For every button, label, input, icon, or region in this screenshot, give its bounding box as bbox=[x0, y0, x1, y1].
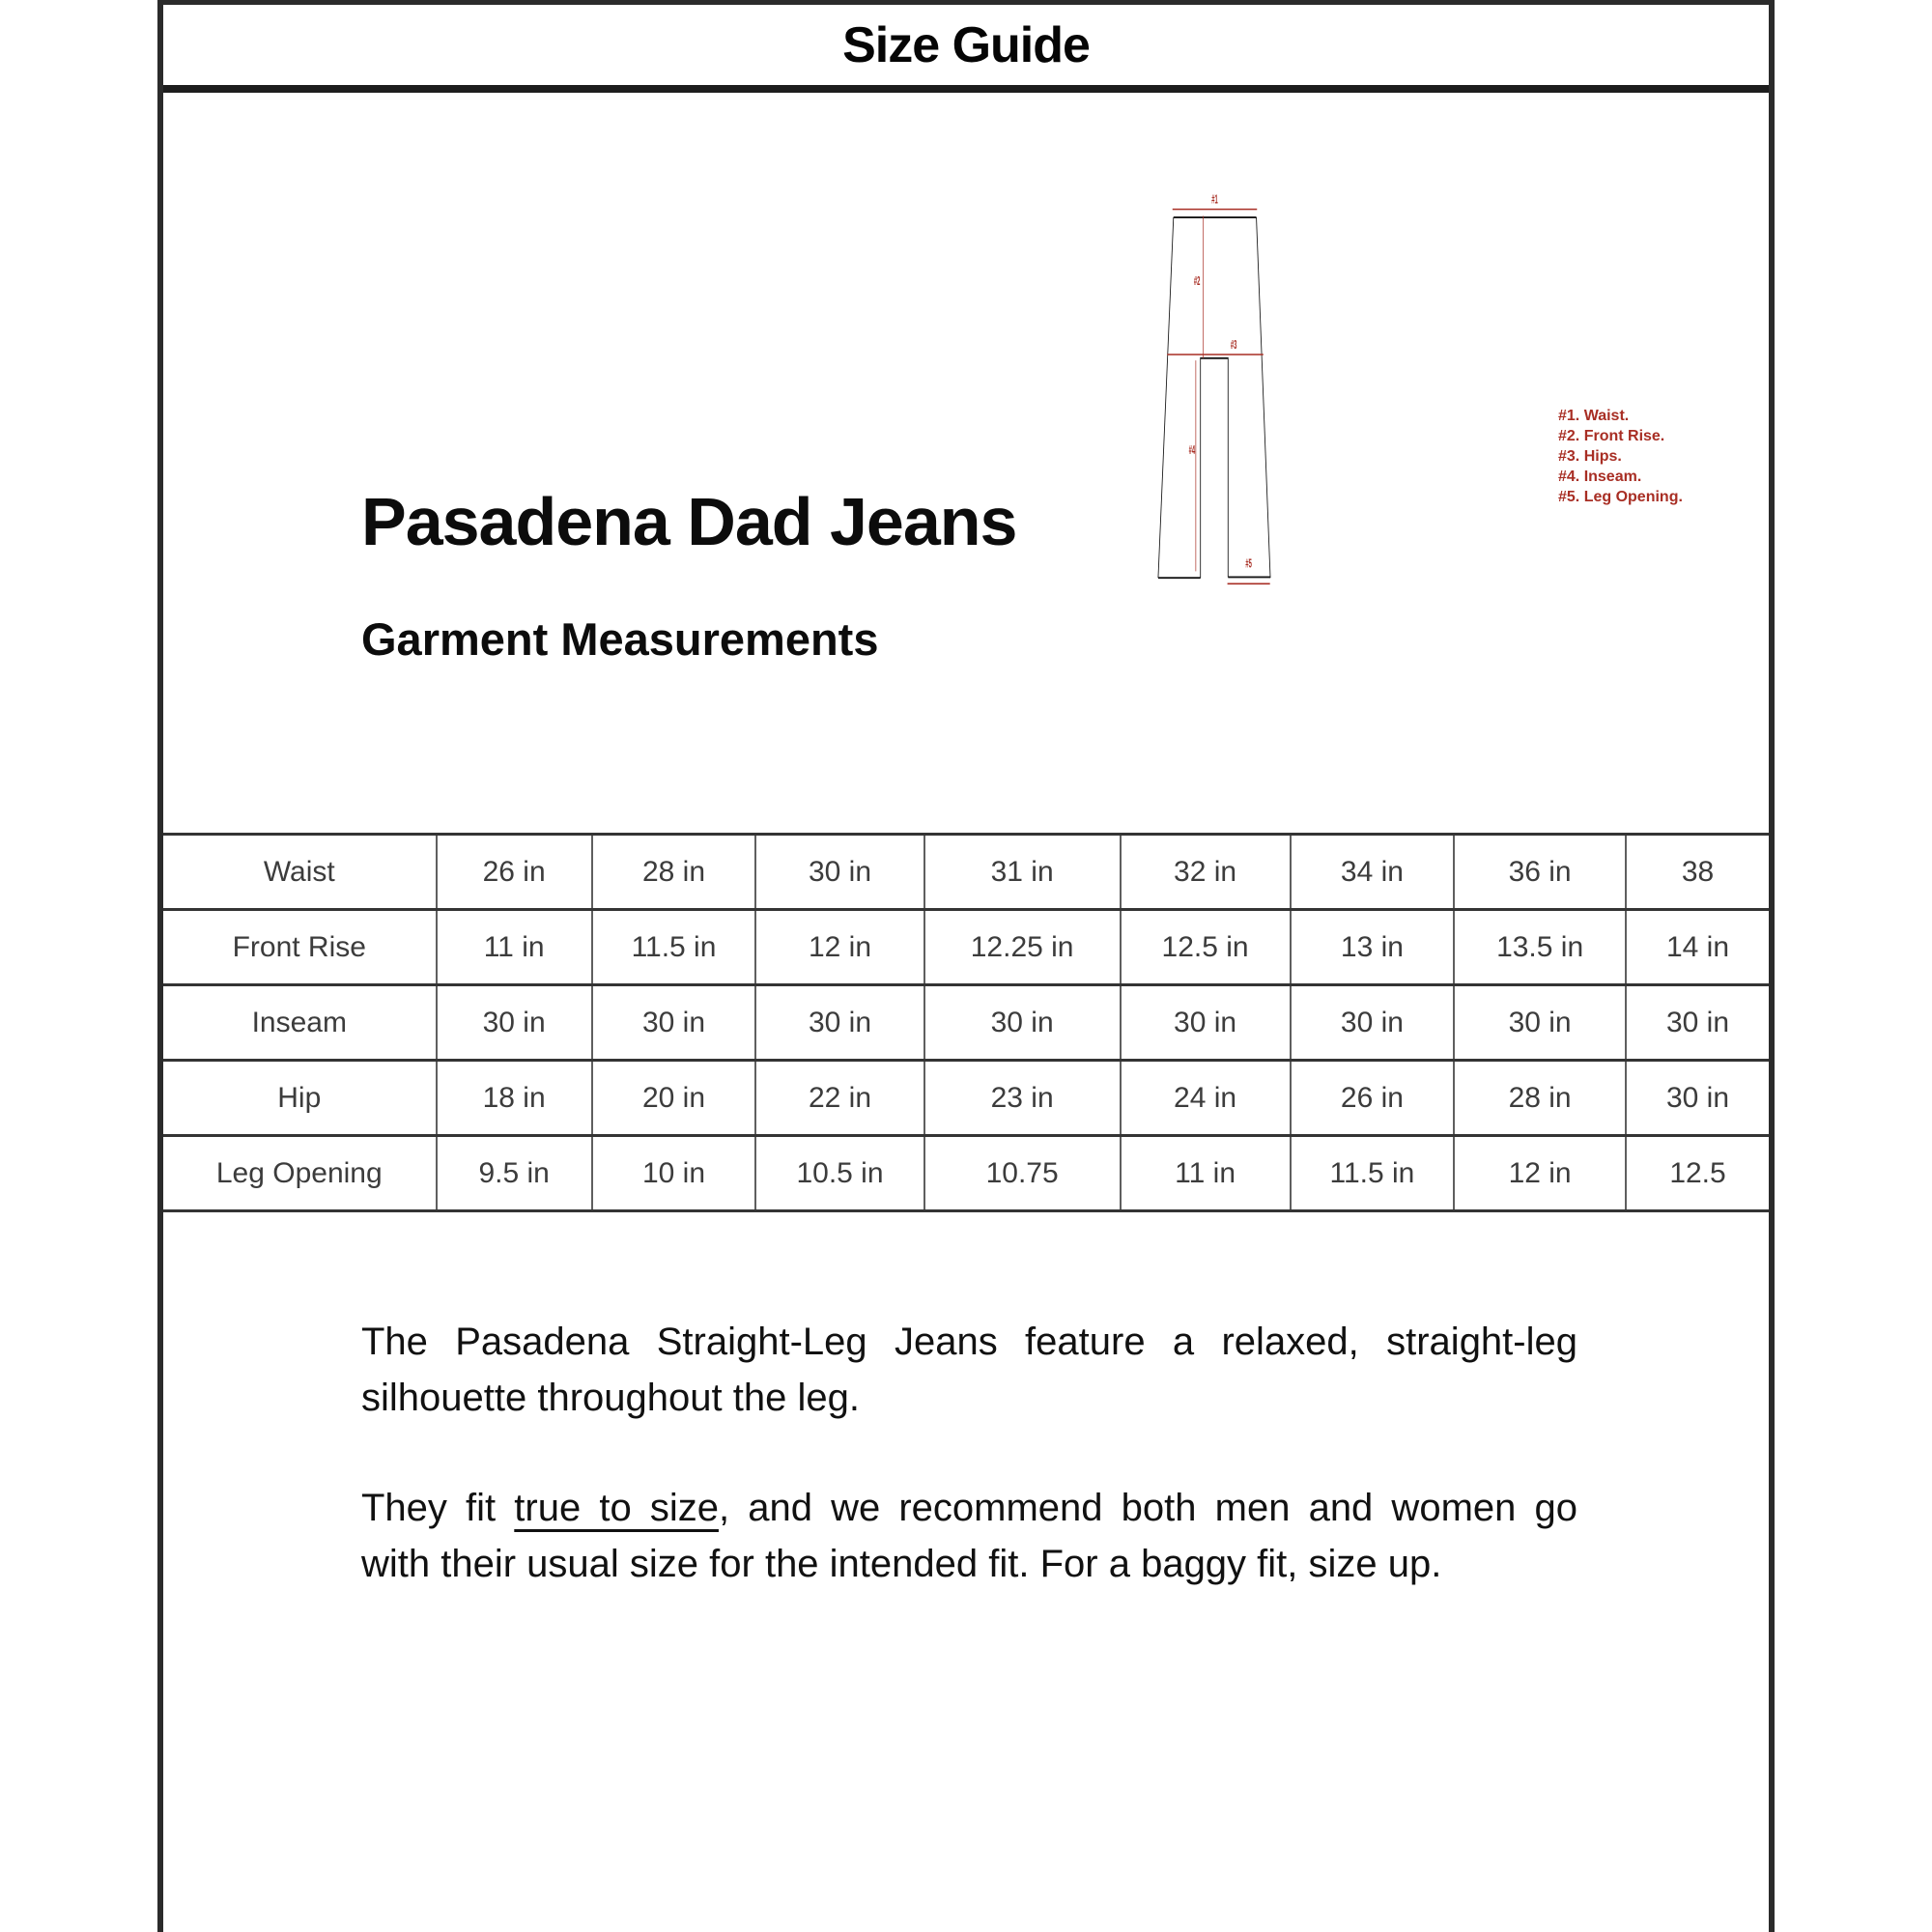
size-cell: 10.75 bbox=[924, 1136, 1121, 1211]
row-label: Hip bbox=[163, 1061, 437, 1136]
size-guide-page bbox=[157, 0, 1775, 1932]
size-cell: 12 in bbox=[755, 910, 924, 985]
table-row bbox=[163, 910, 1769, 985]
legend-item-hips: #3. Hips. bbox=[1558, 448, 1622, 465]
callout-2-label: #2 bbox=[1193, 274, 1201, 290]
pants-inseam-gap bbox=[1201, 358, 1229, 578]
title-bar bbox=[163, 5, 1769, 93]
row-label: Inseam bbox=[163, 985, 437, 1061]
size-cell: 10 in bbox=[592, 1136, 756, 1211]
size-cell: 38 bbox=[1626, 835, 1769, 910]
size-table-body bbox=[163, 835, 1769, 1211]
size-cell: 13 in bbox=[1291, 910, 1455, 985]
size-cell: 23 in bbox=[924, 1061, 1121, 1136]
size-cell: 30 in bbox=[592, 985, 756, 1061]
page-title: Size Guide bbox=[842, 16, 1090, 73]
table-row bbox=[163, 835, 1769, 910]
row-label: Leg Opening bbox=[163, 1136, 437, 1211]
size-cell: 30 in bbox=[924, 985, 1121, 1061]
callout-3-label: #3 bbox=[1230, 338, 1237, 353]
size-cell: 30 in bbox=[755, 835, 924, 910]
size-cell: 24 in bbox=[1121, 1061, 1291, 1136]
size-cell: 28 in bbox=[592, 835, 756, 910]
description-paragraph-1 bbox=[361, 1314, 1577, 1426]
fit-note-before: They fit bbox=[361, 1487, 515, 1529]
fit-note-after: , and we recommend both men and women go bbox=[718, 1487, 1577, 1529]
size-cell: 30 in bbox=[437, 985, 592, 1061]
size-cell: 32 in bbox=[1121, 835, 1291, 910]
row-label: Front Rise bbox=[163, 910, 437, 985]
fit-note-underlined: true to size bbox=[514, 1487, 719, 1529]
size-cell: 14 in bbox=[1626, 910, 1769, 985]
description-p2-line2: with their usual size for the intended fit. For a baggy fit, size up. bbox=[361, 1543, 1442, 1585]
table-row bbox=[163, 1136, 1769, 1211]
callout-1-label: #1 bbox=[1211, 193, 1218, 208]
product-name: Pasadena Dad Jeans bbox=[361, 484, 1017, 559]
size-cell: 30 in bbox=[1454, 985, 1626, 1061]
legend-item-leg-opening: #5. Leg Opening. bbox=[1558, 489, 1683, 505]
pants-left-seam bbox=[1158, 217, 1174, 578]
size-cell: 36 in bbox=[1454, 835, 1626, 910]
size-cell: 10.5 in bbox=[755, 1136, 924, 1211]
size-cell: 31 in bbox=[924, 835, 1121, 910]
size-cell: 12 in bbox=[1454, 1136, 1626, 1211]
size-cell: 12.5 in bbox=[1121, 910, 1291, 985]
size-cell: 30 in bbox=[755, 985, 924, 1061]
description-p1-line1: The Pasadena Straight-Leg Jeans feature a relaxed, straight-leg bbox=[361, 1321, 1577, 1363]
product-subtitle: Garment Measurements bbox=[361, 613, 879, 665]
size-cell: 11.5 in bbox=[592, 910, 756, 985]
legend-item-inseam: #4. Inseam. bbox=[1558, 469, 1642, 485]
size-cell: 13.5 in bbox=[1454, 910, 1626, 985]
size-cell: 30 in bbox=[1626, 1061, 1769, 1136]
measurement-legend bbox=[1558, 406, 1683, 507]
product-description bbox=[361, 1314, 1577, 1646]
size-cell: 12.25 in bbox=[924, 910, 1121, 985]
legend-item-waist: #1. Waist. bbox=[1558, 408, 1630, 424]
table-row bbox=[163, 985, 1769, 1061]
callout-5-label: #5 bbox=[1245, 557, 1252, 572]
size-cell: 30 in bbox=[1121, 985, 1291, 1061]
size-cell: 30 in bbox=[1291, 985, 1455, 1061]
size-cell: 11.5 in bbox=[1291, 1136, 1455, 1211]
size-cell: 18 in bbox=[437, 1061, 592, 1136]
description-p1-line2: silhouette throughout the leg. bbox=[361, 1377, 860, 1419]
size-cell: 9.5 in bbox=[437, 1136, 592, 1211]
size-cell: 11 in bbox=[1121, 1136, 1291, 1211]
description-paragraph-2 bbox=[361, 1480, 1577, 1592]
size-cell: 20 in bbox=[592, 1061, 756, 1136]
pants-right-seam bbox=[1257, 217, 1270, 578]
description-p2-line1 bbox=[361, 1480, 1577, 1536]
callout-4-label: #4 bbox=[1188, 443, 1196, 458]
size-cell: 26 in bbox=[437, 835, 592, 910]
size-cell: 28 in bbox=[1454, 1061, 1626, 1136]
legend-item-front-rise: #2. Front Rise. bbox=[1558, 428, 1665, 444]
size-cell: 26 in bbox=[1291, 1061, 1455, 1136]
size-cell: 34 in bbox=[1291, 835, 1455, 910]
size-measurements-table bbox=[163, 833, 1769, 1212]
size-cell: 11 in bbox=[437, 910, 592, 985]
table-row bbox=[163, 1061, 1769, 1136]
size-cell: 30 in bbox=[1626, 985, 1769, 1061]
row-label: Waist bbox=[163, 835, 437, 910]
size-cell: 22 in bbox=[755, 1061, 924, 1136]
size-cell: 12.5 bbox=[1626, 1136, 1769, 1211]
